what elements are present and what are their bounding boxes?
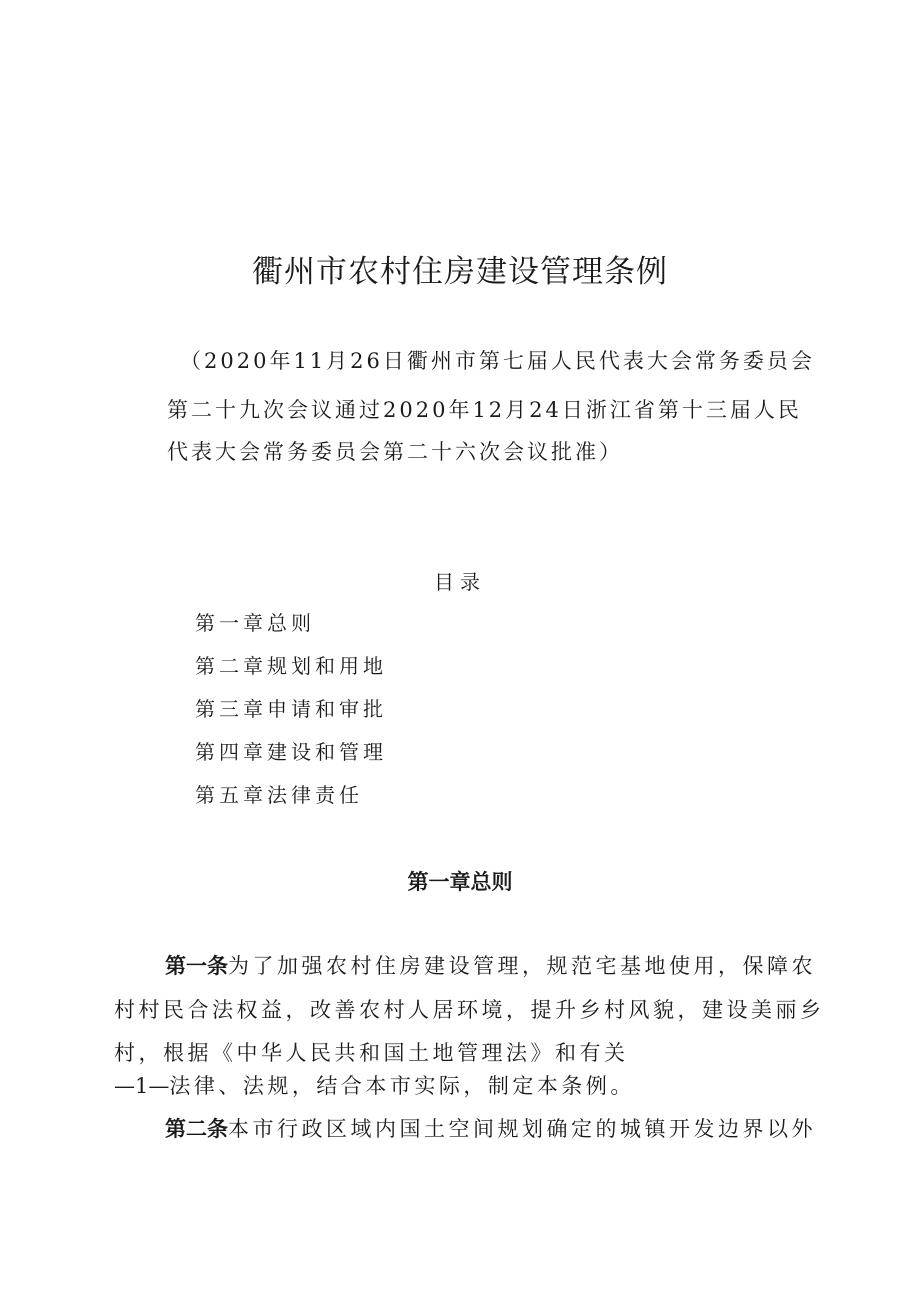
- adoption-note-line-1: （2020年11月26日衢州市第七届人民代表大会常务委员会: [180, 349, 815, 373]
- toc-heading: 目录: [434, 570, 486, 594]
- document-title: 衢州市农村住房建设管理条例: [252, 254, 668, 290]
- article-2-line-1-text: 本市行政区域内国土空间规划确定的城镇开发边界以外: [228, 1117, 816, 1141]
- adoption-note-line-3: 代表大会常务委员会第二十六次会议批准）: [167, 440, 623, 464]
- toc-item-chapter-5: 第五章法律责任: [195, 783, 363, 807]
- article-1-line-1: [165, 950, 816, 980]
- article-2-line-1: [165, 1113, 816, 1143]
- toc-item-chapter-3: 第三章申请和审批: [195, 697, 387, 721]
- article-2-label: 第二条: [165, 1117, 228, 1141]
- adoption-note-line-2: 第二十九次会议通过2020年12月24日浙江省第十三届人民: [167, 398, 802, 422]
- article-1-line-4: [114, 1070, 635, 1100]
- article-1-label: 第一条: [165, 954, 228, 978]
- article-1-line-1-text: 为了加强农村住房建设管理，规范宅基地使用，保障农: [228, 954, 816, 978]
- article-1-line-3: 村，根据《中华人民共和国土地管理法》和有关: [114, 1041, 629, 1065]
- article-1-line-4-text: 法律、法规，结合本市实际，制定本条例。: [169, 1074, 635, 1098]
- article-1-line-2: 村村民合法权益，改善农村人居环境，提升乡村风貌，建设美丽乡: [114, 998, 825, 1022]
- page-number-marker: —1—: [114, 1074, 170, 1098]
- toc-item-chapter-4: 第四章建设和管理: [195, 740, 387, 764]
- toc-item-chapter-2: 第二章规划和用地: [195, 654, 387, 678]
- toc-item-chapter-1: 第一章总则: [195, 611, 315, 635]
- chapter-1-heading: 第一章总则: [407, 870, 513, 894]
